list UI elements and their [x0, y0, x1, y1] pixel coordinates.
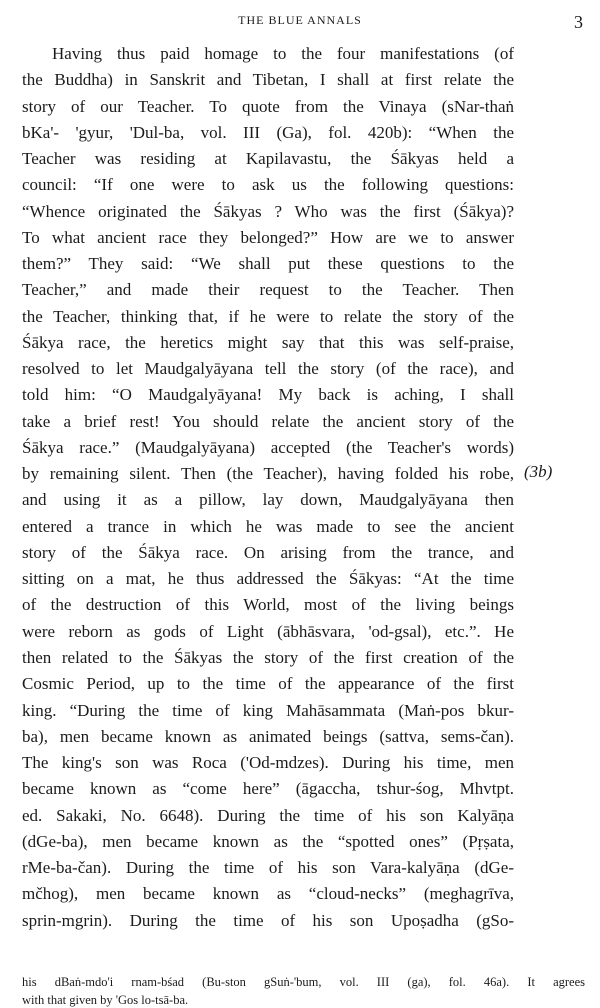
body-line: “Whence originated the Śākyas ? Who was the first (Śākya)?	[22, 201, 514, 221]
body-line: Cosmic Period, up to the time of the appearance of the first	[22, 674, 514, 694]
body-line: then related to the Śākyas the story of the first creation of the	[22, 647, 514, 667]
margin-reference: (3b)	[524, 462, 553, 481]
body-line: of the destruction of this World, most of the living beings	[22, 595, 514, 615]
body-line: sitting on a mat, he thus addressed the Śākyas: “At the time	[22, 569, 514, 589]
body-line: sprin-mgrin). During the time of his son Upoṣadha (gSo-	[22, 910, 514, 930]
body-line: entered a trance in which he was made to see the ancient	[22, 516, 514, 536]
body-line: bKa'- 'gyur, 'Dul-ba, vol. III (Ga), fol. 420b): “When the	[22, 122, 514, 142]
running-head: THE BLUE ANNALS	[238, 13, 362, 27]
body-line: story of our Teacher. To quote from the Vinaya (sNar-thaṅ	[22, 96, 514, 116]
body-line: rMe-ba-čan). During the time of his son Vara-kalyāṇa (dGe-	[22, 858, 514, 878]
body-line: The king's son was Roca ('Od-mdzes). During his time, men	[22, 753, 514, 773]
body-line: Teacher was residing at Kapilavastu, the Śākyas held a	[22, 149, 514, 169]
footnote-line: with that given by 'Gos lo-tsā-ba.	[22, 993, 189, 1007]
body-line: them?” They said: “We shall put these questions to the	[22, 254, 514, 274]
body-line: ed. Sakaki, No. 6648). During the time of his son Kalyāṇa	[22, 805, 514, 825]
body-line: Having thus paid homage to the four manifestations (of	[52, 44, 514, 63]
body-line: story of the Śākya race. On arising from the trance, and	[22, 542, 514, 562]
body-line: council: “If one were to ask us the following questions:	[22, 175, 514, 195]
body-line: king. “During the time of king Mahāsammata (Maṅ-pos bkur-	[22, 700, 514, 720]
body-line: Śākya race, the heretics might say that this was self-praise,	[22, 332, 514, 352]
body-line: take a brief rest! You should relate the ancient story of the	[22, 411, 514, 431]
body-line: (dGe-ba), men became known as the “spotted ones” (Pṛṣata,	[22, 831, 514, 851]
body-line: the Teacher, thinking that, if he were to relate the story of the	[22, 306, 514, 326]
body-line: Teacher,” and made their request to the Teacher. Then	[22, 280, 514, 300]
page-number: 3	[574, 12, 583, 32]
body-line: Śākya race.” (Maudgalyāyana) accepted (the Teacher's words)	[22, 437, 514, 457]
body-line: resolved to let Maudgalyāyana tell the story (of the race), and	[22, 359, 514, 379]
footnote-line: his dBaṅ-mdo'i rnam-bśad (Bu-ston gSuṅ-'bum, vol. III (ga), fol. 46a). It agrees	[22, 975, 585, 989]
body-line: were reborn as gods of Light (ābhāsvara, 'od-gsal), etc.”. He	[22, 621, 514, 641]
body-line: the Buddha) in Sanskrit and Tibetan, I shall at first relate the	[22, 70, 514, 90]
body-line: became known as “come here” (āgaccha, tshur-śog, Mhvtpt.	[22, 779, 514, 799]
body-line: and using it as a pillow, lay down, Maudgalyāyana then	[22, 490, 514, 510]
body-line: To what ancient race they belonged?” How are we to answer	[22, 227, 514, 247]
body-line: ba), men became known as animated beings (sattva, sems-čan).	[22, 726, 514, 746]
body-line: by remaining silent. Then (the Teacher), having folded his robe,	[22, 464, 514, 484]
body-line: mčhog), men became known as “cloud-necks” (meghagrīva,	[22, 884, 514, 904]
body-line: told him: “O Maudgalyāyana! My back is aching, I shall	[22, 385, 514, 405]
